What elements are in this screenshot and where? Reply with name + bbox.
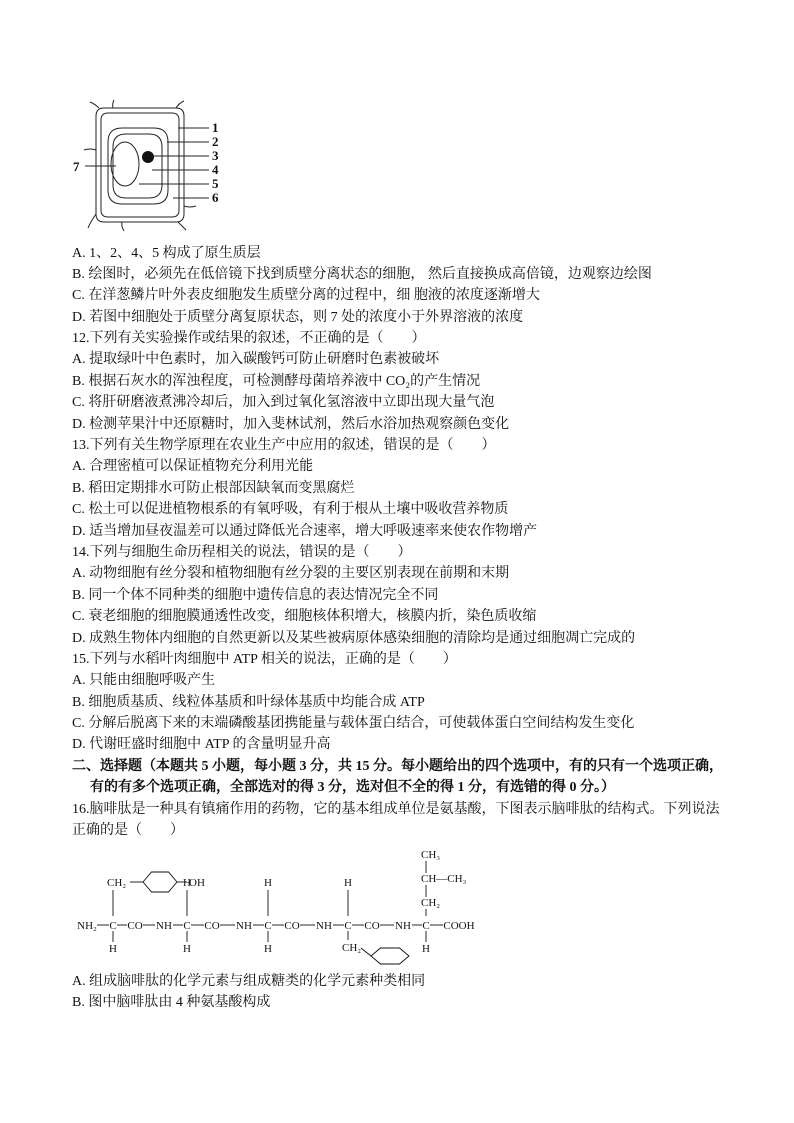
r5-ch2: CH₂ [421, 897, 441, 909]
q12-stem: 12.下列有关实验操作或结果的叙述，不正确的是（ ） [72, 331, 426, 347]
r5-ch-ch3: CH—CH₃ [421, 873, 467, 885]
r1-oh: OH [189, 877, 205, 889]
chain-c2: C [183, 920, 191, 932]
section2-heading-line2: 有的有多个选项正确，全部选对的得 3 分，选对但不全的得 1 分，有选错的得 0 分。） [90, 780, 615, 796]
bottom-h-c5: H [422, 943, 430, 955]
q16-stem-line1: 16.脑啡肽是一种具有镇痛作用的药物，它的基本组成单位是氨基酸，下图表示脑啡肽的结构式。下列说法 [72, 801, 720, 817]
q11-option-d: D. 若图中细胞处于质壁分离复原状态，则 7 处的浓度小于外界溶液的浓度 [72, 309, 524, 325]
peptide-structure [60, 842, 500, 970]
main-chain [77, 920, 475, 932]
cell-wall [96, 108, 184, 222]
q12-option-d: D. 检测苹果汁中还原糖时，加入斐林试剂，然后水浴加热观察颜色变化 [72, 416, 510, 432]
chain-nh1: NH [156, 920, 172, 932]
r4-ch2: CH₂ [342, 942, 362, 954]
r4-benzene-ring [371, 948, 409, 964]
q14-option-c: C. 衰老细胞的细胞膜通透性改变，细胞核体积增大，核膜内折，染色质收缩 [72, 609, 537, 625]
q16-option-a: A. 组成脑啡肽的化学元素与组成糖类的化学元素种类相同 [72, 974, 426, 989]
bottom-h-c1: H [109, 943, 117, 955]
r4-side-chain [342, 931, 409, 964]
cell-label-3: 3 [212, 148, 219, 163]
top-hydrogens [183, 877, 352, 916]
cell-label-1: 1 [212, 120, 219, 135]
chain-amino-end: NH₂ [77, 920, 97, 932]
q14-option-b: B. 同一个体不同种类的细胞中遗传信息的表达情况完全不同 [72, 587, 439, 603]
q16-options-block [72, 971, 425, 1014]
top-h-c4: H [344, 877, 352, 889]
vacuole [111, 142, 139, 186]
chain-carboxyl-end: COOH [443, 920, 475, 932]
q12-option-c: C. 将肝研磨液煮沸冷却后，加入到过氧化氢溶液中立即出现大量气泡 [72, 395, 495, 411]
chain-co4: CO [364, 920, 380, 932]
nucleus [142, 151, 154, 163]
section2-heading-line1: 二、选择题（本题共 5 小题，每小题 3 分，共 15 分。每小题给出的四个选项中，有的只有一个选项正确， [72, 758, 723, 774]
q13-option-a: A. 合理密植可以保证植物充分利用光能 [72, 459, 314, 475]
top-h-c2: H [183, 877, 191, 889]
r1-benzene-ring [143, 872, 177, 892]
chain-c5: C [422, 920, 430, 932]
q15-option-c: C. 分解后脱离下来的末端磷酸基团携能量与载体蛋白结合，可使载体蛋白空间结构发生变化 [72, 716, 635, 732]
q15-option-d: D. 代谢旺盛时细胞中 ATP 的含量明显升高 [72, 737, 331, 753]
q13-option-b: B. 稻田定期排水可防止根部因缺氧而变黑腐烂 [72, 480, 355, 496]
q13-option-d: D. 适当增加昼夜温差可以通过降低光合速率，增大呼吸速率来使农作物增产 [72, 523, 538, 539]
cell-label-4: 4 [212, 162, 219, 177]
cell-label-7: 7 [73, 159, 80, 174]
q15-option-a: A. 只能由细胞呼吸产生 [72, 673, 216, 689]
chain-co1: CO [127, 920, 143, 932]
q16-stem-line2: 正确的是（ ） [72, 823, 184, 839]
cell-label-5: 5 [212, 176, 219, 191]
cell-diagram [60, 98, 240, 238]
q15-option-b: B. 细胞质基质、线粒体基质和叶绿体基质中均能合成 ATP [72, 694, 425, 710]
cell-label-2: 2 [212, 134, 219, 149]
chain-co2: CO [204, 920, 220, 932]
r1-ch2: CH₂ [107, 877, 127, 889]
top-h-c3: H [264, 877, 272, 889]
bottom-hydrogens [109, 931, 430, 955]
q14-option-d: D. 成熟生物体内细胞的自然更新以及某些被病原体感染细胞的清除均是通过细胞凋亡完成的 [72, 630, 636, 646]
q14-stem: 14.下列与细胞生命历程相关的说法，错误的是（ ） [72, 544, 412, 560]
bottom-h-c3: H [264, 943, 272, 955]
chain-nh3: NH [316, 920, 332, 932]
chain-nh2: NH [236, 920, 252, 932]
r5-ch3-top: CH₃ [421, 849, 441, 861]
chain-c3: C [264, 920, 272, 932]
q11-option-b: B. 绘图时，必须先在低倍镜下找到质壁分离状态的细胞， 然后直接换成高倍镜，边观察边绘图 [72, 266, 652, 282]
chain-c1: C [109, 920, 117, 932]
cell-label-6: 6 [212, 190, 219, 205]
q11-option-a: A. 1、2、4、5 构成了原生质层 [72, 245, 261, 261]
chain-c4: C [344, 920, 352, 932]
q14-option-a: A. 动物细胞有丝分裂和植物细胞有丝分裂的主要区别表现在前期和末期 [72, 566, 510, 582]
questions-block [72, 243, 723, 842]
q15-stem: 15.下列与水稻叶肉细胞中 ATP 相关的说法，正确的是（ ） [72, 651, 457, 667]
cell-membrane [108, 128, 168, 204]
leader-lines [85, 128, 209, 198]
q12-option-a: A. 提取绿叶中色素时，加入碳酸钙可防止研磨时色素被破坏 [72, 352, 440, 368]
chain-nh4: NH [395, 920, 411, 932]
q16-option-b: B. 图中脑啡肽由 4 种氨基酸构成 [72, 995, 271, 1011]
q13-option-c: C. 松土可以促进植物根系的有氧呼吸，有利于根从土壤中吸收营养物质 [72, 502, 509, 518]
q13-stem: 13.下列有关生物学原理在农业生产中应用的叙述，错误的是（ ） [72, 438, 496, 454]
r5-side-chain [421, 849, 467, 916]
bottom-h-c2: H [183, 943, 191, 955]
chain-co3: CO [284, 920, 300, 932]
q11-option-c: C. 在洋葱鳞片叶外表皮细胞发生质壁分离的过程中，细 胞液的浓度逐渐增大 [72, 288, 540, 304]
q12-option-b: B. 根据石灰水的浑浊程度，可检测酵母菌培养液中 CO₂的产生情况 [72, 373, 481, 389]
